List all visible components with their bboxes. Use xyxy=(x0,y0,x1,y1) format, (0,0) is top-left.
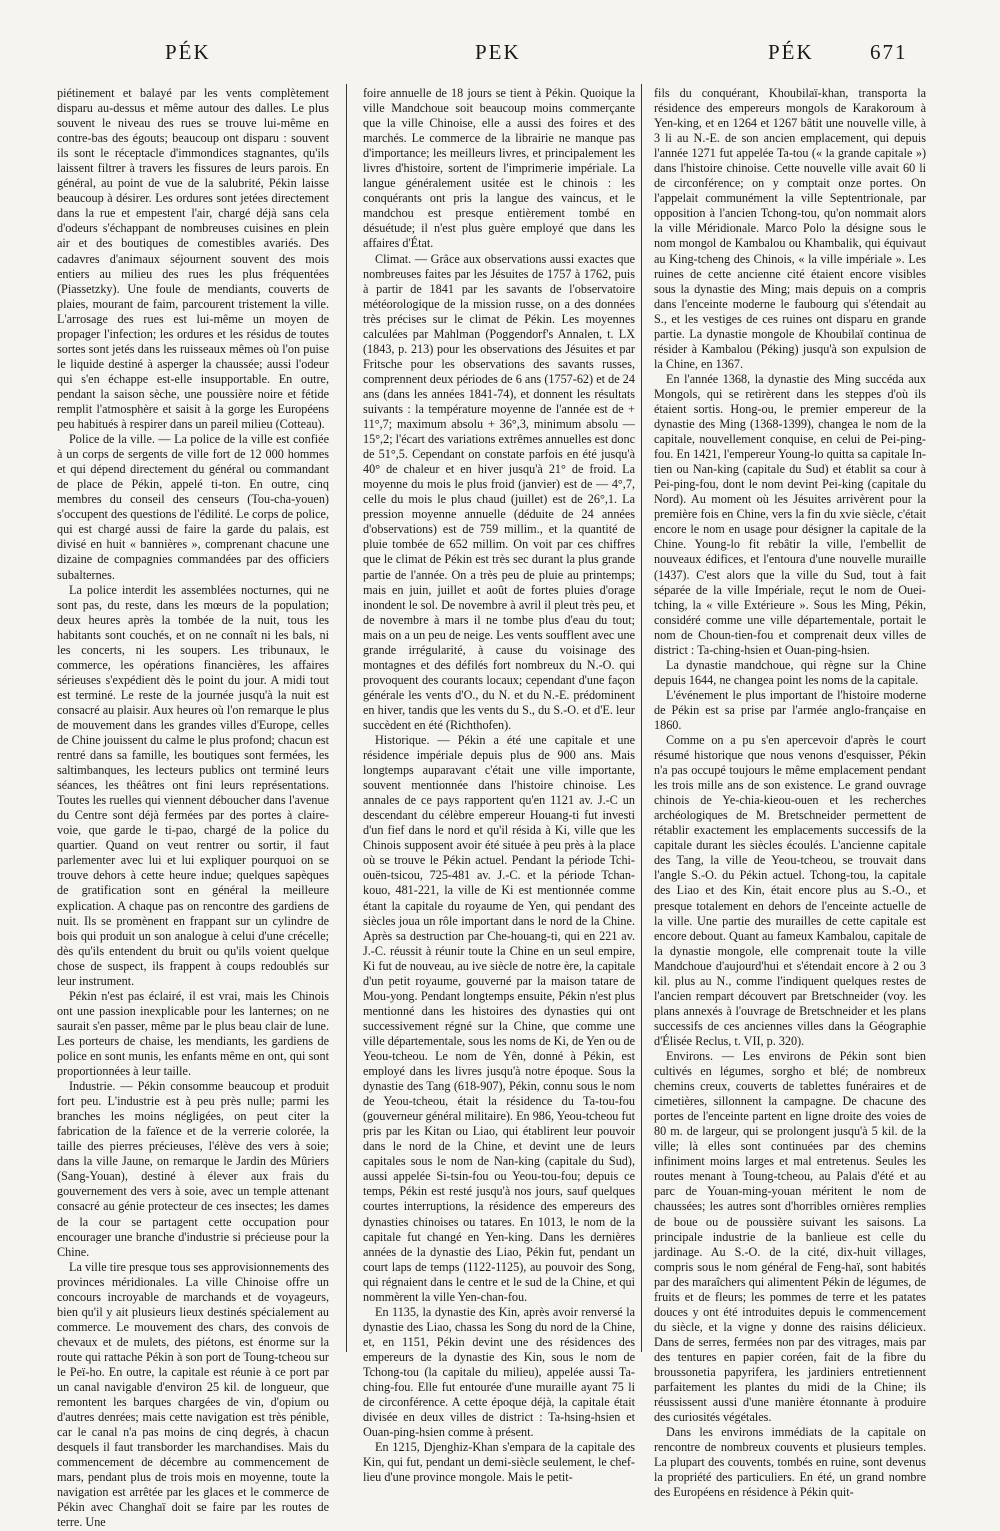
paragraph: Comme on a pu s'en apercevoir d'après le court résumé historique que nous venons d'esquisser, Pékin n'a pas occupé toujours le même emplacement pendant les trois mille ans de son existence. Le grand ouvrage chinois de Ye-chia-kieou-ouen et les recherches archéologiques de M. Bretschneider permettent de rétablir exactement les emplacements successifs de la capitale durant les siècles écoulés. L'ancienne capitale des Tang, la ville de Yeou-tcheou, se trouvait dans l'angle S.-O. du Pékin actuel. Tchong-tou, la capitale des Liao et des Kin, était encore plus au S.-O., et presque totalement en dehors de l'enceinte actuelle de la ville. Une partie des murailles de cette capitale est encore debout. Quant au fameux Kambalou, capitale de la dynastie mongole, elle comprenait toute la ville Mandchoue d'aujourd'hui et s'étendait encore à 2 ou 3 kil. plus au N., comme l'indiquent quelques restes de l'ancien rempart découvert par Bretschneider (voy. les plans annexés à l'ouvrage de Bretschneider et les plans successifs de ces anciennes villes dans la Géographie d'Élisée Reclus, t. VII, p. 320). xyxy=(654,733,926,1048)
paragraph-industrie: Industrie. — Pékin consomme beaucoup et produit fort peu. L'industrie est à peu près nulle; parmi les branches les moins négligées, on peut citer la fabrication de la faïence et de la verrerie colorée, la taille des pierres précieuses, l'élève des vers à soie; dans la ville Jaune, on remarque le Jardin des Mûriers (Sang-Youan), destiné à élever aux frais du gouvernement des vers à soie, avec un temple attenant consacré au génie protecteur de ces insectes; les dames de la cour se partagent cette occupation pour encourager une branche d'industrie si précieuse pour la Chine. xyxy=(57,1079,329,1259)
paragraph: Dans les environs immédiats de la capitale on rencontre de nombreux couvents et plusieurs temples. La plupart des couvents, tombés en ruine, sont devenus la propriété des particuliers. En été, un grand nombre des Européens en résidence à Pékin quit- xyxy=(654,1425,926,1500)
paragraph: piétinement et balayé par les vents complètement disparu au-dessus et même autour des dalles. Le plus souvent le niveau des rues se trouve lui-même en contre-bas des égouts; beaucoup ont disparu : souvent ils sont le réceptacle d'immondices stagnantes, qu'ils laissent filtrer à travers les fissures de leurs parois. En général, au point de vue de la salubrité, Pékin laisse beaucoup à désirer. Les ordures sont jetées directement dans la rue et empestent l'air, chargé déjà sans cela d'odeurs s'échappant de nombreuses cuisines en plein air et des boutiques de comestibles avariés. Des cadavres d'animaux séjournent souvent des mois entiers au milieu des rues les plus fréquentées (Piassetzky). Une foule de mendiants, couverts de plaies, mourant de faim, parcourent tristement la ville. L'arrosage des rues est lui-même un moyen de propager l'infection; les ordures et les résidus de toutes sortes sont jetés dans les ruisseaux mêmes où l'on puise le liquide destiné à asperger la chaussée; aussi l'odeur qui s'en échappe est-elle insupportable. En outre, pendant la saison sèche, une poussière noire et fétide remplit l'atmosphère et saisit à la gorge les Européens peu habitués à respirer dans un pareil milieu (Cotteau). xyxy=(57,86,329,432)
column-rule-2 xyxy=(641,84,642,1352)
paragraph: En 1215, Djenghiz-Khan s'empara de la capitale des Kin, qui fut, pendant un demi-siècle seulement, le chef-lieu d'une province mongole. Mais le petit- xyxy=(363,1440,635,1485)
paragraph: En l'année 1368, la dynastie des Ming succéda aux Mongols, qui se retirèrent dans les steppes d'où ils étaient sortis. Hong-ou, le premier empereur de la dynastie des Ming (1368-1399), changea le nom de la capitale, nouvellement conquise, en celui de Pei-ping-fou. En 1421, l'empereur Young-lo quitta sa capitale In-tien ou Nan-king (capitale du Sud) et établit sa cour à Pei-ping-fou, dont le nom devint Pei-king (capitale du Nord). Au moment où les Jésuites arrivèrent pour la première fois en Chine, vers la fin du xvie siècle, c'était encore le nom en usage pour désigner la capitale de la Chine. Young-lo fit rebâtir la ville, l'embellit de nouveaux édifices, et l'entoura d'une nouvelle muraille (1437). C'est alors que la ville du Sud, tout à fait séparée de la ville Impériale, reçut le nom de Ouei-tching, la « ville Extérieure ». Sous les Ming, Pékin, considéré comme une ville départementale, portait le nom de Choun-tien-fou et comprenait deux villes de district : Ta-ching-hsien et Ouan-ping-hsien. xyxy=(654,371,926,657)
running-header xyxy=(55,40,935,70)
paragraph: Pékin n'est pas éclairé, il est vrai, mais les Chinois ont une passion inexplicable pour les lanternes; on ne saurait s'en passer, même par le plus beau clair de lune. Les porteurs de chaise, les mendiants, les gardiens de police en sont munis, les enfants même en ont, qui sont proportionnées à leur taille. xyxy=(57,988,329,1079)
page-number: 671 xyxy=(870,40,908,64)
header-left: PÉK xyxy=(165,40,211,64)
paragraph-environs: Environs. — Les environs de Pékin sont bien cultivés en légumes, sorgho et blé; de nombreux chemins creux, couverts de tablettes funéraires et de cimetières, sillonnent la campagne. De chacune des portes de l'enceinte partent en ligne droite des voies de 80 m. de largeur, qui se prolongent jusqu'à 5 kil. de la ville; là elles sont continuées par des chemins infiniment moins larges et mal entretenus. Seules les routes menant à Toung-tcheou, au Palais d'été et au parc de Youan-ming-youan méritent le nom de chaussées; les autres sont d'horribles ornières remplies de boue ou de poussière suivant les saisons. La principale industrie de la banlieue est celle du jardinage. Au S.-O. de la cité, dix-huit villages, compris sous le nom général de Feng-haï, sont habités par des maraîchers qui alimentent Pékin de légumes, de fruits et de fleurs; les pommes de terre et les patates douces y ont été introduites depuis le commencement du siècle, et la vigne y donne des raisins délicieux. Dans de serres, fermées non par des vitrages, mais par des tentures en papier coréen, fait de la fibre du broussonetia papyrifera, les jardiniers entretiennent parfaitement les plantes du midi de la Chine; ils réussissent aussi d'une manière étonnante à produire des curiosités végétales. xyxy=(654,1049,926,1425)
column-1 xyxy=(57,86,329,1530)
column-rule-1 xyxy=(346,84,347,1352)
paragraph-historique: Historique. — Pékin a été une capitale et une résidence impériale depuis plus de 900 ans. Mais longtemps auparavant c'était une ville importante, souvent mentionnée dans l'histoire chinoise. Les annales de ce pays rapportent qu'en 1121 av. J.-C un descendant du célèbre empereur Houang-ti fut investi d'un fief dans le nord et qu'il résida à Ki, ville que les Chinois supposent avoir été située à peu près à la place où se trouve le Pékin actuel. Pendant la période Tchi-ouën-tsicou, 725-481 av. J.-C. et la période Tchan-kouo, 481-221, la ville de Ki est mentionnée comme étant la capitale du royaume de Yen, qui pendant des siècles joua un rôle important dans le nord de la Chine. Après sa destruction par Che-houang-ti, qui en 221 av. J.-C. réussit à réunir toute la Chine en un seul empire, Ki fut de nouveau, au ive siècle de notre ère, la capitale d'un petit royaume, gouverné par la maison tatare de Mou-yong. Pendant longtemps ensuite, Pékin n'est plus mentionné dans les histoires des dynasties qui ont successivement régné sur la Chine, que comme une ville départementale, sous les noms de Ki, de Yen ou de Yeou-tcheou. Le nom de Yên, donné à Pékin, est employé dans les livres jusqu'à notre époque. Sous la dynastie des Tang (618-907), Pékin, connu sous le nom de Yeou-tcheou, était la résidence du Ta-tou-fou (gouverneur général militaire). En 986, Yeou-tcheou fut pris par les Kitan ou Liao, qui établirent leur pouvoir dans le nord de la Chine, et devint une de leurs capitales sous le nom de Nan-king (capitale du Sud), aussi appelée Si-tsin-fou ou Yeou-tou-fou; depuis ce temps, Pékin est resté jusqu'à nos jours, sauf quelques courtes interruptions, la résidence des empereurs des dynasties chinoises ou tatares. En 1013, le nom de la capitale fut changé en Yen-king. Dans les dernières années de la dynastie des Liao, Pékin fut, pendant un court laps de temps (1122-1125), au pouvoir des Song, qui régnaient dans le centre et le sud de la Chine, et qui nommèrent la ville Yen-chan-fou. xyxy=(363,733,635,1304)
paragraph: fils du conquérant, Khoubilaï-khan, transporta la résidence des empereurs mongols de Karakoroum à Yen-king, et en 1264 et 1267 bâtit une nouvelle ville, à 3 li au N.-E. de son ancien emplacement, qui depuis l'année 1271 fut appelée Ta-tou (« la grande capitale ») dans l'histoire chinoise. Cette nouvelle ville avait 60 li de circonférence; on y comptait onze portes. On l'appelait communément la ville Septentrionale, par opposition à l'ancien Tchong-tou, qu'on nommait alors la ville Méridionale. Marco Polo la désigne sous le nom mongol de Kambalou ou Khambalik, qui équivaut au King-tcheng des Chinois, « la ville impériale ». Les ruines de cette ancienne cité étaient encore visibles sous la dynastie des Ming; mais depuis on a compris dans l'enceinte moderne le faubourg qui s'étendait au S., et les vestiges de ces ruines ont disparu en grande partie. La dynastie mongole de Khoubilaï continua de résider à Kambalou (Péking) jusqu'à son expulsion de la Chine, en 1367. xyxy=(654,86,926,371)
paragraph-climat: Climat. — Grâce aux observations aussi exactes que nombreuses faites par les Jésuites de 1757 à 1762, puis à partir de 1841 par les savants de l'observatoire météorologique de la mission russe, on a des données très précises sur le climat de Pékin. Les moyennes calculées par Mahlman (Poggendorf's Annalen, t. LX (1843, p. 213) pour les observations des Jésuites et par Fritsche pour les observations des savants russes, comprennent deux périodes de 6 ans (1757-62) et de 24 ans (dans les années 1841-74), et donnent les résultats suivants : la température moyenne de l'année est de + 11°,7; maximum absolu + 36°,3, minimum absolu — 15°,2; l'écart des variations extrêmes annuelles est donc de 51°,5. Cependant on constate parfois en été jusqu'à 40° de chaleur et en hiver jusqu'à 21° de froid. La moyenne du mois le plus froid (janvier) est de — 4°,7, celle du mois le plus chaud (juillet) est de 26°,1. La pression moyenne annuelle (déduite de 24 années d'observations) est de 759 millim., et la quantité de pluie tombée de 652 millim. On voit par ces chiffres que le climat de Pékin est très sec durant la plus grande partie de l'année. On a très peu de pluie au printemps; mais en juin, juillet et août de fortes pluies d'orage inondent le sol. De novembre à avril il pleut très peu, et de novembre à mars il ne tombe plus d'eau du tout; mais on a un peu de neige. Les vents soufflent avec une grande irrégularité, à cause du voisinage des montagnes et des défilés fort nombreux du N.-O. qui provoquent des courants locaux; cependant d'une façon générale les vents d'O., du N. et du N.-E. prédominent en hiver, tandis que les vents du S., du S.-O. et d'E. leur succèdent en été (Richthofen). xyxy=(363,251,635,732)
paragraph: foire annuelle de 18 jours se tient à Pékin. Quoique la ville Mandchoue soit beaucoup moins commerçante que la ville Chinoise, elle a aussi des foires et des marchés. Le commerce de la librairie ne manque pas d'importance; les meilleurs livres, et principalement les livres d'histoire, sortent de l'imprimerie impériale. La langue généralement usitée est le chinois : les conquérants ont pris la langue des vaincus, et le mandchou est presque entièrement tombé en désuétude; il n'est plus guère employé que dans les affaires d'État. xyxy=(363,86,635,251)
paragraph: La ville tire presque tous ses approvisionnements des provinces méridionales. La ville Chinoise offre un concours incroyable de marchands et de voyageurs, bien qu'il y ait plusieurs lieux destinés spécialement au commerce. Le mouvement des chars, des convois de chevaux et de mulets, des piétons, est énorme sur la route qui rattache Pékin à son port de Toung-tcheou sur le Peï-ho. En outre, la capitale est réunie à ce port par un canal navigable d'environ 25 kil. de longueur, que remontent les barques chargées de vin, d'opium ou d'autres denrées; mais cette navigation est très pénible, car le canal n'a pas moins de cinq degrés, à chacun desquels il faut transborder les marchandises. Mais du commencement de décembre au commencement de mars, pendant plus de trois mois en moyenne, toute la navigation est arrêtée par les glaces et le commerce de Pékin avec Changhaï doit se faire par les routes de terre. Une xyxy=(57,1259,329,1530)
paragraph: L'événement le plus important de l'histoire moderne de Pékin est sa prise par l'armée anglo-française en 1860. xyxy=(654,687,926,732)
paragraph: La dynastie mandchoue, qui règne sur la Chine depuis 1644, ne changea point les noms de la capitale. xyxy=(654,657,926,687)
column-3 xyxy=(654,86,926,1500)
paragraph: En 1135, la dynastie des Kin, après avoir renversé la dynastie des Liao, chassa les Song du nord de la Chine, et, en 1151, Pékin devint une des résidences des empereurs de la dynastie des Kin, sous le nom de Tchong-tou (la capitale du milieu), appelée aussi Ta-ching-fou. Elle fut entourée d'une muraille ayant 75 li de circonférence. A cette époque déjà, la capitale était divisée en deux villes de district : Ta-hsing-hsien et Ouan-ping-hsien comme à présent. xyxy=(363,1304,635,1440)
header-center: PEK xyxy=(475,40,521,64)
column-2 xyxy=(363,86,635,1485)
paragraph: La police interdit les assemblées nocturnes, qui ne sont pas, du reste, dans les mœurs de la population; deux heures après la tombée de la nuit, tous les habitants sont couchés, et on ne connaît ni les bals, ni les concerts, ni les soupers. Les tribunaux, le commerce, les opérations financières, les affaires sérieuses s'expédient dès le point du jour. A midi tout est terminé. Le reste de la journée jusqu'à la nuit est consacré au plaisir. Aux heures où l'on remarque le plus de mouvement dans les grandes villes d'Europe, celles de Chine jouissent du calme le plus profond; chacun est rentré dans sa famille, les boutiques sont fermées, les saltimbanques, les lecteurs publics ont terminé leurs séances, les théâtres ont fini leurs représentations. Toutes les ruelles qui viennent déboucher dans l'avenue du Centre sont déjà fermées par des portes à claire-voie, que garde le ti-pao, chargé de la police du quartier. Quand on veut rentrer ou sortir, il faut parlementer avec lui et lui expliquer pourquoi on se trouve dehors à cette heure indue; quelques sapèques de gratification sont en général la meilleure explication. A chaque pas on rencontre des gardiens de nuit. Ils se promènent en frappant sur un cylindre de bois qui produit un son analogue à celui d'une crécelle; dès qu'ils entendent du bruit ou qu'ils voient quelque chose de suspect, ils frappent à coups redoublés sur leur instrument. xyxy=(57,582,329,988)
header-right: PÉK xyxy=(768,40,814,64)
paragraph-police: Police de la ville. — La police de la ville est confiée à un corps de sergents de ville fort de 12 000 hommes et qui dépend directement du général ou commandant de place de Pékin, appelé ti-ton. En outre, cinq membres du conseil des censeurs (Tou-cha-youen) s'occupent des questions de l'édilité. Le corps de police, qui est chargé aussi de faire la garde du palais, est divisé en huit « bannières », comprenant chacune une dizaine de compagnies commandées par des officiers subalternes. xyxy=(57,432,329,582)
